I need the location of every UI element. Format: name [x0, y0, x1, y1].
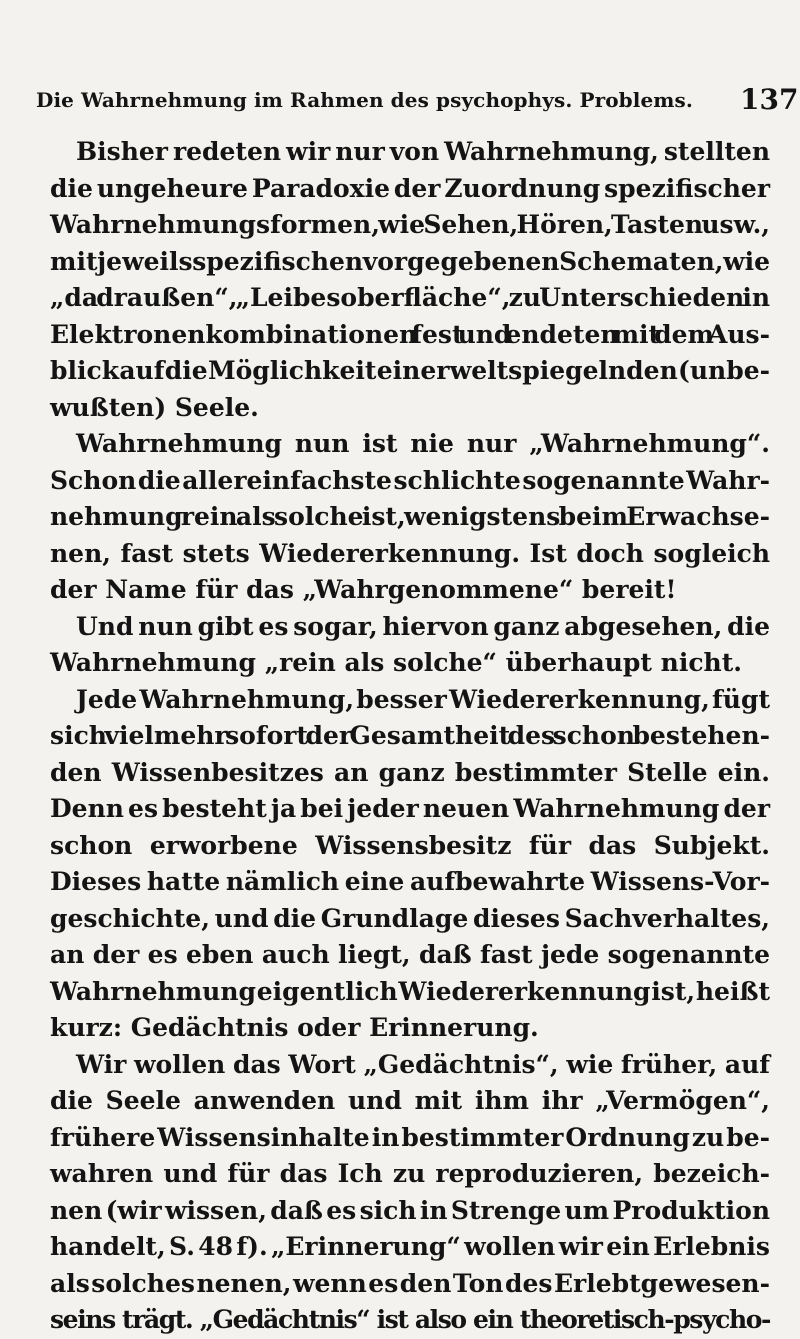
text-line: Wahrnehmungsformen, wie Sehen, Hören, Tasten usw.,: [50, 210, 770, 239]
text-line: frühere Wissensinhalte in bestimmter Ordnung zu be-: [50, 1122, 770, 1152]
text-line: nehmung rein als solche ist, wenigstens beim Erwachse-: [50, 502, 770, 531]
text-line: kurz: Gedächtnis oder Erinnerung.: [50, 1013, 539, 1042]
text-line: Jede Wahrnehmung, besser Wiedererkennung, fügt: [76, 684, 770, 714]
text-line: geschichte, und die Grundlage dieses Sachverhaltes,: [50, 903, 770, 933]
text-line: an der es eben auch liegt, daß fast jede sogenannte: [50, 940, 770, 969]
text-line: die Seele anwenden und mit ihm ihr „Vermögen“,: [50, 1086, 770, 1115]
text-line: die ungeheure Paradoxie der Zuordnung spezifischer: [50, 173, 770, 203]
text-line: nen, fast stets Wiedererkennung. Ist doch sogleich: [50, 538, 770, 568]
text-line: nen (wir wissen, daß es sich in Strenge um Produktion: [50, 1195, 770, 1225]
paragraph: [50, 682, 770, 1047]
running-header: Die Wahrnehmung im Rahmen des psychophys. Problems.: [36, 88, 693, 112]
text-line: als solches nenen, wenn es den Ton des Erlebtgewesen-: [50, 1268, 770, 1298]
text-line: Bisher redeten wir nur von Wahrnehmung, stellten: [76, 137, 770, 166]
text-line: Wahrnehmung „rein als solche“ überhaupt nicht.: [50, 648, 742, 677]
text-line: sich vielmehr sofort der Gesamtheit des schon bestehen-: [50, 721, 770, 750]
body-text: [50, 134, 770, 1339]
paragraph: [50, 426, 770, 609]
text-line: Schon die allereinfachste schlichte sogenannte Wahr-: [50, 465, 770, 495]
text-line: der Name für das „Wahrgenommene“ bereit!: [50, 575, 677, 604]
text-line: Und nun gibt es sogar, hiervon ganz abgesehen, die: [76, 611, 770, 641]
page-number: 137: [740, 83, 799, 116]
text-line: Denn es besteht ja bei jeder neuen Wahrnehmung der: [50, 794, 770, 823]
text-line: blick auf die Möglichkeit einer weltspiegelnden (unbe-: [50, 356, 770, 385]
text-line: „da draußen“, „Leibesoberfläche“, zu Unterschieden in: [50, 283, 770, 312]
paragraph: [50, 134, 770, 426]
text-line: schon erworbene Wissensbesitz für das Subjekt.: [50, 830, 770, 860]
text-line: Wir wollen das Wort „Gedächtnis“, wie früher, auf: [76, 1049, 770, 1079]
text-line: Wahrnehmung eigentlich Wiedererkennung ist, heißt: [50, 976, 770, 1006]
text-line: Elektronenkombinationen fest und endeten mit dem Aus-: [50, 319, 770, 349]
text-line: Wahrnehmung nun ist nie nur „Wahrnehmung“.: [76, 429, 770, 458]
text-line: seins trägt. „Gedächtnis“ ist also ein theoretisch-psycho-: [50, 1305, 770, 1334]
text-line: den Wissenbesitzes an ganz bestimmter Stelle ein.: [50, 757, 770, 787]
text-line: mit jeweils spezifischen vorgegebenen Schematen, wie: [50, 246, 770, 276]
text-line: Dieses hatte nämlich eine aufbewahrte Wissens-Vor-: [50, 867, 770, 896]
paragraph: [50, 1047, 770, 1339]
paragraph: [50, 609, 770, 682]
text-line: handelt, S. 48 f). „Erinnerung“ wollen wir ein Erlebnis: [50, 1232, 770, 1261]
text-line: wahren und für das Ich zu reproduzieren, bezeich-: [50, 1159, 770, 1188]
text-line: wußten) Seele.: [50, 392, 259, 422]
